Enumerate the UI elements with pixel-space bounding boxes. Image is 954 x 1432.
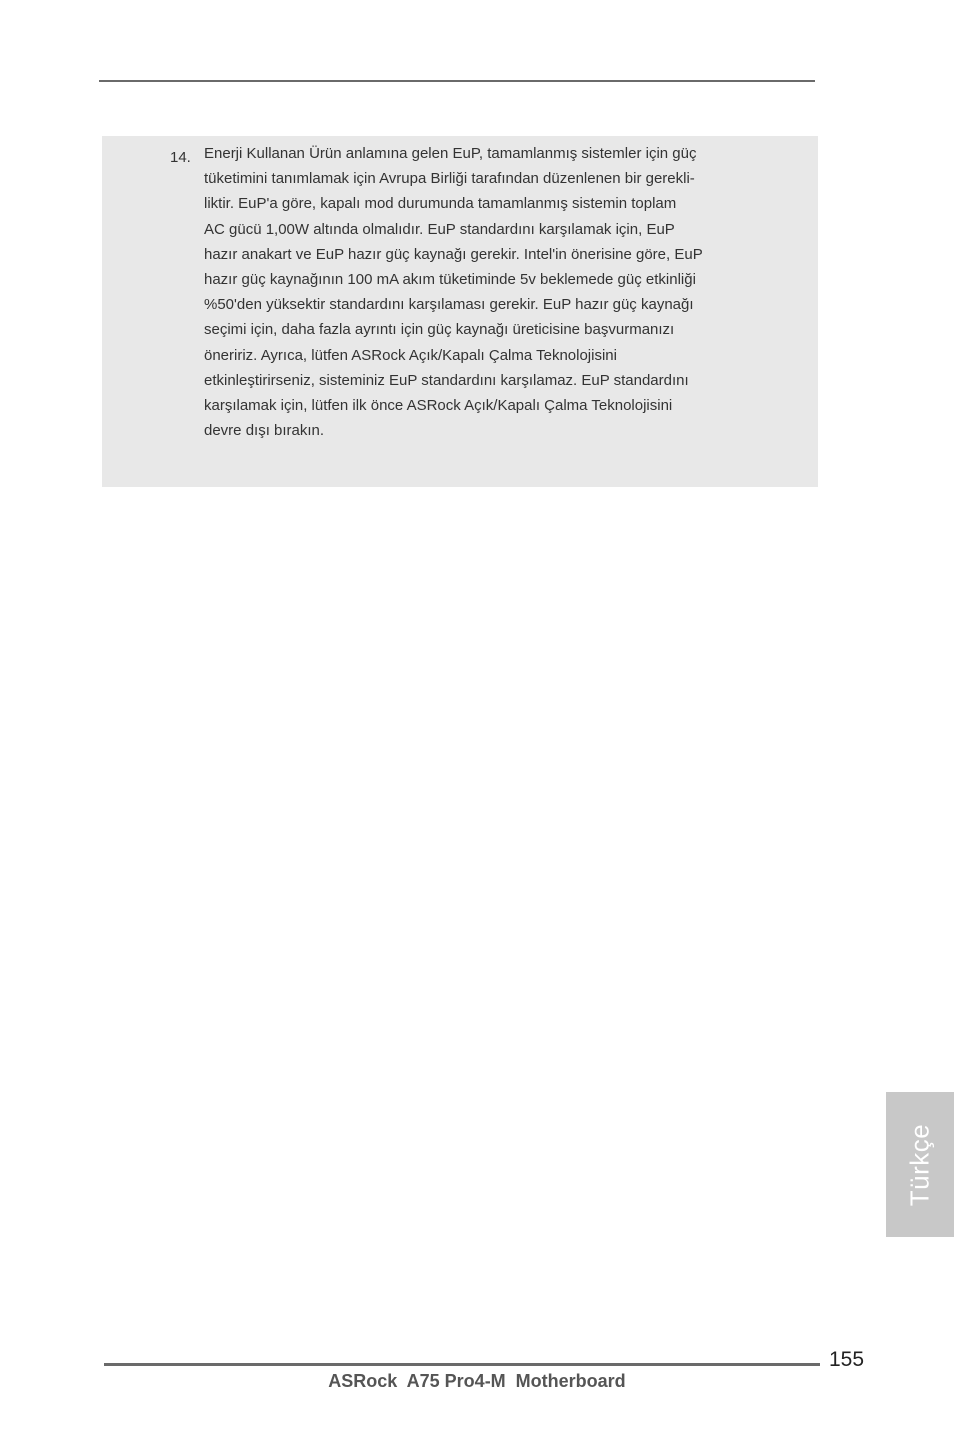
language-label: Türkçe xyxy=(904,1123,935,1206)
note-line: tüketimini tanımlamak için Avrupa Birliği tarafından düzenlenen bir gerekli- xyxy=(204,170,695,188)
note-line: Enerji Kullanan Ürün anlamına gelen EuP, tamamlanmış sistemler için güç xyxy=(204,145,697,162)
note-line: %50'den yüksektir standardını karşılaması gerekir. EuP hazır güç kaynağı xyxy=(204,296,694,314)
note-line: karşılamak için, lütfen ilk önce ASRock Açık/Kapalı Çalma Teknolojisini xyxy=(204,397,673,415)
note-line: AC gücü 1,00W altında olmalıdır. EuP standardını karşılamak için, EuP xyxy=(204,220,675,238)
note-line: hazır anakart ve EuP hazır güç kaynağı gerekir. Intel'in önerisine göre, EuP xyxy=(204,245,703,263)
note-box xyxy=(102,136,818,487)
note-line: etkinleştirirseniz, sisteminiz EuP standardını karşılamaz. EuP standardını xyxy=(204,371,689,389)
footer-title-text: ASRock A75 Pro4-M Motherboard xyxy=(328,1371,626,1391)
note-line: seçimi için, daha fazla ayrıntı için güç kaynağı üreticisine başvurmanızı xyxy=(204,321,675,339)
footer-rule xyxy=(104,1363,820,1366)
header-rule xyxy=(99,80,815,82)
footer-title xyxy=(0,1371,954,1392)
note-line: devre dışı bırakın. xyxy=(204,422,325,440)
page-number: 155 xyxy=(829,1348,865,1371)
note-line: hazır güç kaynağının 100 mA akım tüketiminde 5v beklemede güç etkinliği xyxy=(204,271,696,289)
note-line: öneririz. Ayrıca, lütfen ASRock Açık/Kapalı Çalma Teknolojisini xyxy=(204,346,617,364)
note-number: 14. xyxy=(170,149,191,166)
language-tab xyxy=(886,1092,954,1237)
note-line: liktir. EuP'a göre, kapalı mod durumunda tamamlanmış sistemin toplam xyxy=(204,195,677,213)
note-text xyxy=(204,141,774,443)
